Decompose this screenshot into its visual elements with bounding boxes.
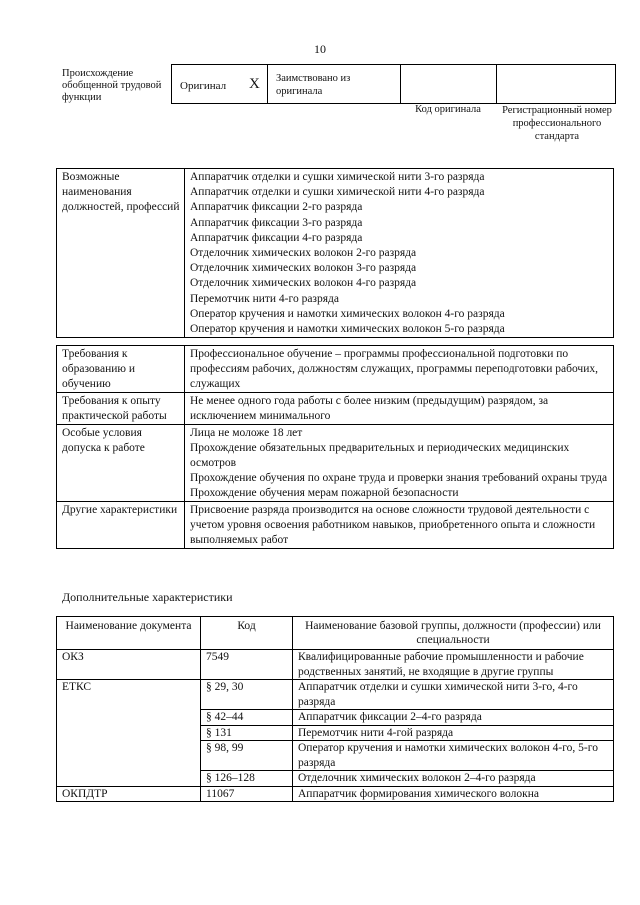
positions-list: [185, 169, 614, 338]
requirement-text: Прохождение обучения мерам пожарной безопасности: [190, 487, 459, 499]
requirement-value: [185, 425, 614, 502]
table-row: [57, 710, 614, 726]
header-code: Код: [201, 617, 293, 650]
doc-cell: [57, 710, 201, 726]
requirement-value: [185, 393, 614, 425]
name-cell: Аппаратчик отделки и сушки химической нити 3-го, 4-го разряда: [293, 680, 614, 710]
doc-cell: ОКПДТР: [57, 786, 201, 802]
code-cell: § 98, 99: [201, 741, 293, 771]
name-cell: Квалифицированные рабочие промышленности и рабочие родственных занятий, не входящие в другие группы: [293, 650, 614, 680]
position-item: Перемотчик нити 4-го разряда: [190, 292, 339, 305]
origin-code-cell: [400, 64, 497, 104]
page-number: 10: [314, 42, 326, 56]
requirement-text: Лица не моложе 18 лет: [190, 427, 303, 439]
additional-title: Дополнительные характеристики: [62, 590, 233, 604]
table-row: [57, 786, 614, 802]
requirement-label: Требования к образованию и обучению: [57, 346, 185, 393]
requirement-text: Присвоение разряда производится на основе сложности трудовой деятельности с учетом уровня освоения работником навыков, приобретенного опыта и сложности выполняемых работ: [190, 504, 596, 546]
requirement-text: Профессиональное обучение – программы профессиональной подготовки по профессиям рабочих, должностям служащих, программы переподготовки рабочих, служащих: [190, 348, 598, 390]
position-item: Аппаратчик отделки и сушки химической нити 4-го разряда: [190, 186, 485, 199]
position-item: Отделочник химических волокон 2-го разряда: [190, 247, 417, 260]
origin-reg-cell: [496, 64, 616, 104]
requirement-label: Требования к опыту практической работы: [57, 393, 185, 425]
table-header-row: [57, 617, 614, 650]
doc-cell: [57, 725, 201, 741]
original-mark: X: [249, 76, 260, 92]
doc-cell: ЕТКС: [57, 680, 201, 710]
code-cell: 11067: [201, 786, 293, 802]
requirement-text: Прохождение обязательных предварительных и периодических медицинских осмотров: [190, 442, 570, 469]
additional-table: [56, 616, 614, 802]
position-item: Оператор кручения и намотки химических волокон 5-го разряда: [190, 323, 505, 336]
reg-caption: Регистрационный номер профессионального стандарта: [502, 105, 612, 142]
requirement-label: Особые условия допуска к работе: [57, 425, 185, 502]
requirement-row: [57, 502, 614, 549]
header-document: Наименование документа: [57, 617, 201, 650]
position-item: Аппаратчик фиксации 4-го разряда: [190, 231, 363, 244]
requirement-row: [57, 393, 614, 425]
requirement-row: [57, 346, 614, 393]
table-row: [57, 680, 614, 710]
name-cell: Оператор кручения и намотки химических волокон 4-го, 5-го разряда: [293, 741, 614, 771]
code-cell: § 42–44: [201, 710, 293, 726]
doc-cell: [57, 741, 201, 771]
requirement-text: Прохождение обучения по охране труда и проверки знания требований охраны труда: [190, 472, 608, 484]
requirement-label: Другие характеристики: [57, 502, 185, 549]
code-cell: 7549: [201, 650, 293, 680]
position-item: Аппаратчик фиксации 2-го разряда: [190, 201, 363, 214]
code-cell: § 126–128: [201, 771, 293, 787]
position-item: Отделочник химических волокон 4-го разряда: [190, 277, 417, 290]
header-name: Наименование базовой группы, должности (профессии) или специальности: [293, 617, 614, 650]
table-row: [57, 650, 614, 680]
positions-table: [56, 168, 614, 338]
position-item: Отделочник химических волокон 3-го разряда: [190, 262, 417, 275]
name-cell: Аппаратчик формирования химического волокна: [293, 786, 614, 802]
code-cell: § 131: [201, 725, 293, 741]
name-cell: Отделочник химических волокон 2–4-го разряда: [293, 771, 614, 787]
original-label: Оригинал: [180, 80, 227, 92]
origin-label: Происхождение обобщенной трудовой функции: [62, 68, 162, 103]
position-item: Аппаратчик фиксации 3-го разряда: [190, 216, 363, 229]
name-cell: Перемотчик нити 4-гой разряда: [293, 725, 614, 741]
code-cell: § 29, 30: [201, 680, 293, 710]
table-row: [57, 741, 614, 771]
requirement-text: Не менее одного года работы с более низким (предыдущим) разрядом, за исключением минимального: [190, 395, 549, 422]
position-item: Оператор кручения и намотки химических волокон 4-го разряда: [190, 307, 505, 320]
table-row: [57, 771, 614, 787]
position-item: Аппаратчик отделки и сушки химической нити 3-го разряда: [190, 171, 485, 183]
positions-label: Возможные наименования должностей, профессий: [57, 169, 185, 338]
doc-cell: [57, 771, 201, 787]
borrowed-label: Заимствовано из оригинала: [276, 73, 351, 97]
name-cell: Аппаратчик фиксации 2–4-го разряда: [293, 710, 614, 726]
table-row: [57, 725, 614, 741]
requirement-value: [185, 502, 614, 549]
requirements-table: [56, 345, 614, 549]
doc-cell: ОКЗ: [57, 650, 201, 680]
requirement-value: [185, 346, 614, 393]
code-caption: Код оригинала: [415, 104, 481, 115]
requirement-row: [57, 425, 614, 502]
